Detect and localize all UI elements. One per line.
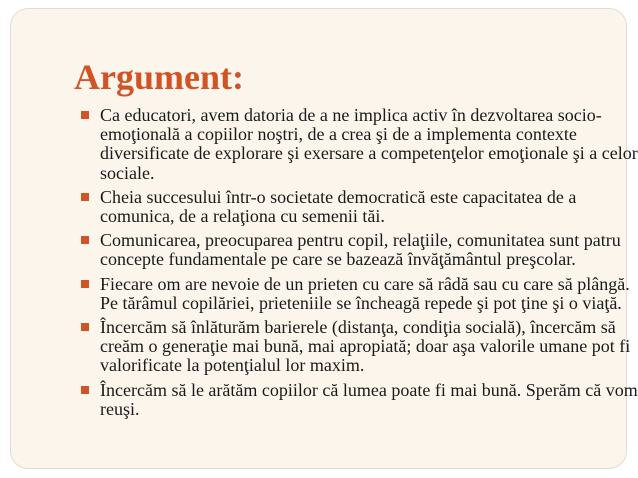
bullet-text: Încercăm să le arătăm copiilor că lumea poate fi mai bună. Sperăm că vom reuşi. (100, 379, 638, 419)
bullet-list (79, 106, 638, 424)
bullet-item (79, 318, 638, 376)
bullet-text: Încercăm să înlăturăm barierele (distanţa, condiţia socială), încercăm să creăm o generaţie mai bună, mai apropiată; doar aşa valorile umane pot fi valorificate la potenţialul lor maxim. (100, 317, 631, 376)
bullet-text: Fiecare om are nevoie de un prieten cu care să râdă sau cu care să plângă. Pe tărâmul copilăriei, prieteniile se încheagă repede şi pot ţine şi o viaţă. (100, 273, 630, 313)
bullet-item (79, 275, 638, 313)
bullet-item (79, 381, 638, 419)
bullet-item (79, 106, 638, 183)
bullet-text: Cheia succesului într-o societate democratică este capacitatea de a comunica, de a relaţiona cu semenii tăi. (100, 186, 577, 227)
bullet-text: Ca educatori, avem datoria de a ne implica activ în dezvoltarea socio-emoţională a copiilor noştri, de a crea şi de a implementa contexte diversificate de explorare şi exersare a competenţelor emoţionale şi a celor sociale. (100, 105, 638, 183)
slide-frame (10, 8, 638, 469)
square-bullet-icon (80, 385, 90, 395)
bullet-item (79, 188, 638, 226)
square-bullet-icon (80, 322, 90, 332)
bullet-item (79, 231, 638, 269)
slide-title: Argument: (74, 57, 244, 97)
bullet-text: Comunicarea, preocuparea pentru copil, relaţiile, comunitatea sunt patru concepte fundamentale pe care se bazează învăţământul preşcolar. (100, 230, 621, 270)
square-bullet-icon (80, 235, 90, 245)
square-bullet-icon (80, 192, 90, 202)
square-bullet-icon (80, 279, 90, 289)
square-bullet-icon (80, 110, 90, 120)
